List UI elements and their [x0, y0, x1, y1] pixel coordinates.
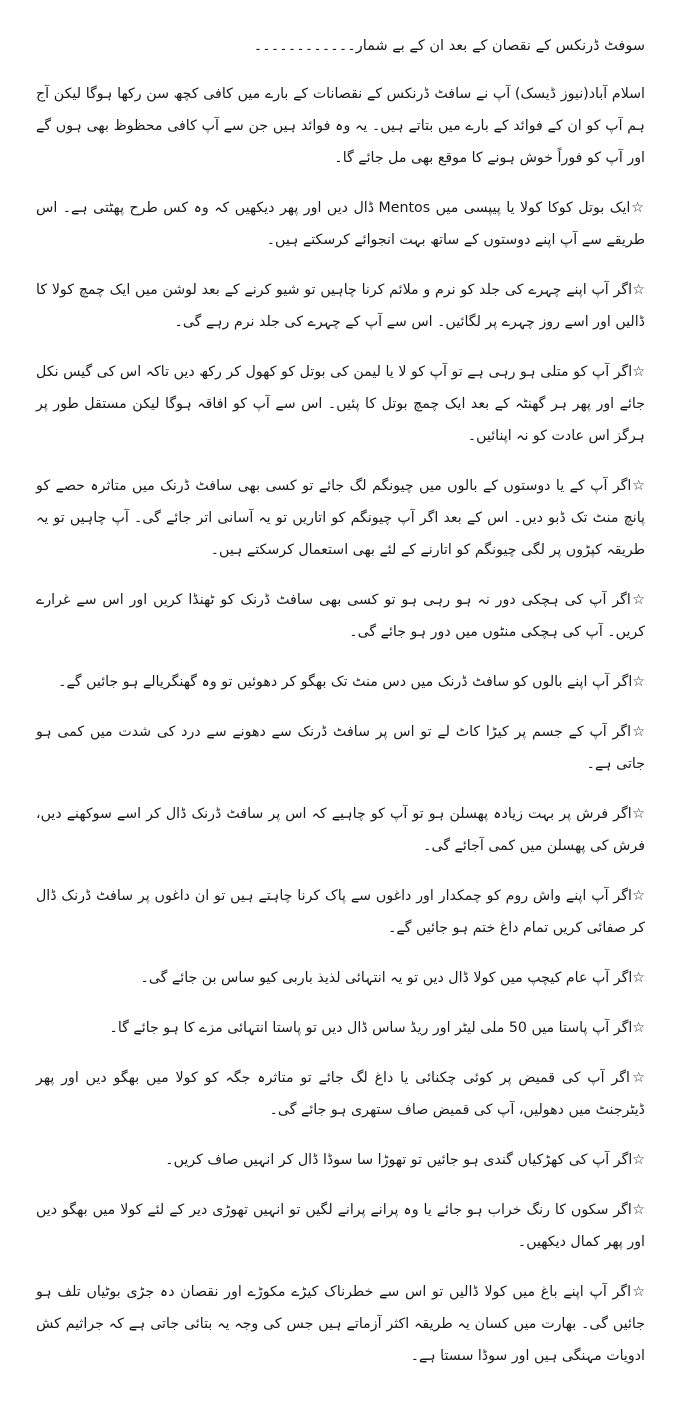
paragraph-washroom: ☆اگر آپ اپنے واش روم کو چمکدار اور داغوں سے پاک کرنا چاہتے ہیں تو ان داغوں پر سافٹ ڈرنک ڈال کر صفائی کریں تمام داغ ختم ہو جائیں گے۔ [36, 888, 645, 936]
paragraph-shirt-stain: ☆اگر آپ کی قمیض پر کوئی چکنائی یا داغ لگ جائے تو متاثرہ جگہ کو کولا میں بھگو دیں اور پھر ڈیٹرجنٹ میں دھولیں، آپ کی قمیض صاف ستھری ہو جائے گی۔ [36, 1070, 645, 1118]
paragraph-skin: ☆اگر آپ اپنے چہرے کی جلد کو نرم و ملائم کرنا چاہیں تو شیو کرنے کے بعد لوشن میں ایک چمچ کولا کا ڈالیں اور اسے روز چہرے پر لگائیں۔ اس سے آپ کے چہرے کی جلد نرم رہے گی۔ [36, 282, 645, 330]
paragraph-coins: ☆اگر سکوں کا رنگ خراب ہو جائے یا وہ پرانے پرانے لگیں تو انہیں تھوڑی دیر کے لئے کولا میں بھگو دیں اور پھر کمال دیکھیں۔ [36, 1202, 645, 1250]
paragraph-hiccups: ☆اگر آپ کی ہچکی دور نہ ہو رہی ہو تو کسی بھی سافٹ ڈرنک کو ٹھنڈا کریں اور اس سے غرارے کریں۔ آپ کی ہچکی منٹوں میں دور ہو جائے گی۔ [36, 592, 645, 640]
paragraph-nausea: ☆اگر آپ کو متلی ہو رہی ہے تو آپ کو لا یا لیمن کی بوتل کو کھول کر رکھ دیں تاکہ اس کی گیس نکل جائے اور پھر ہر گھنٹہ کے بعد ایک چمچ بوتل کا پئیں۔ اس سے آپ کو افاقہ ہوگا لیکن مستقل طور پر ہرگز اس عادت کو نہ اپنائیں۔ [36, 364, 645, 444]
paragraph-windows: ☆اگر آپ کی کھڑکیاں گندی ہو جائیں تو تھوڑا سا سوڈا ڈال کر انہیں صاف کریں۔ [165, 1152, 645, 1168]
paragraph-mentos: ☆ایک بوتل کوکا کولا یا پیپسی میں Mentos ڈال دیں اور پھر دیکھیں کہ وہ کس طرح پھٹتی ہے۔ اس طریقے سے آپ اپنے دوستوں کے ساتھ بہت انجوائے کرسکتے ہیں۔ [36, 200, 645, 248]
paragraph-garden: ☆اگر آپ اپنے باغ میں کولا ڈالیں تو اس سے خطرناک کیڑے مکوڑے اور نقصان دہ جڑی بوٹیاں تلف ہو جائیں گی۔ بھارت میں کسان یہ طریقہ اکثر آزماتے ہیں جس کی وجہ یہ بتائی جاتی ہے کہ جراثیم کش ادویات مہنگی ہیں اور سوڈا سستا ہے۔ [36, 1284, 645, 1364]
paragraph-pasta: ☆اگر آپ پاستا میں 50 ملی لیٹر اور ریڈ ساس ڈال دیں تو پاستا انتہائی مزے کا ہو جائے گا۔ [109, 1020, 645, 1036]
paragraph-slippery-floor: ☆اگر فرش پر بہت زیادہ پھسلن ہو تو آپ کو چاہیے کہ اس پر سافٹ ڈرنک ڈال کر اسے سوکھنے دیں، فرش کی پھسلن میں کمی آجائے گی۔ [36, 806, 645, 854]
paragraph-chewing-gum: ☆اگر آپ کے یا دوستوں کے بالوں میں چیونگم لگ جائے تو کسی بھی سافٹ ڈرنک میں متاثرہ حصے کو پانچ منٹ تک ڈبو دیں۔ اس کے بعد اگر آپ چیونگم کو اتاریں تو یہ آسانی اتر جائے گی۔ آپ چاہیں تو یہ طریقہ کپڑوں پر لگی چیونگم کو اتارنے کے لئے بھی استعمال کرسکتے ہیں۔ [36, 478, 645, 558]
paragraph-ketchup: ☆اگر آپ عام کیچپ میں کولا ڈال دیں تو یہ انتہائی لذیذ باربی کیو ساس بن جائے گی۔ [140, 970, 645, 986]
article-title: سوفٹ ڈرنکس کے نقصان کے بعد ان کے بے شمار۔۔۔۔۔۔۔۔۔۔۔۔ [253, 38, 645, 54]
paragraph-intro: اسلام آباد(نیوز ڈیسک) آپ نے سافٹ ڈرنکس کے نقصانات کے بارے میں کافی کچھ سن رکھا ہوگا لیکن آج ہم آپ کو ان کے فوائد کے بارے میں بتاتے ہیں۔ یہ وہ فوائد ہیں جن سے آپ کافی محظوظ بھی ہوں گے اور آپ کو فوراً خوش ہونے کا موقع بھی مل جائے گا۔ [36, 86, 645, 166]
paragraph-insect-bite: ☆اگر آپ کے جسم پر کیڑا کاٹ لے تو اس پر سافٹ ڈرنک سے دھونے سے درد کی شدت میں کمی ہو جاتی ہے۔ [36, 724, 645, 772]
paragraph-curly-hair: ☆اگر آپ اپنے بالوں کو سافٹ ڈرنک میں دس منٹ تک بھگو کر دھوئیں تو وہ گھنگریالے ہو جائیں گے۔ [58, 674, 645, 690]
